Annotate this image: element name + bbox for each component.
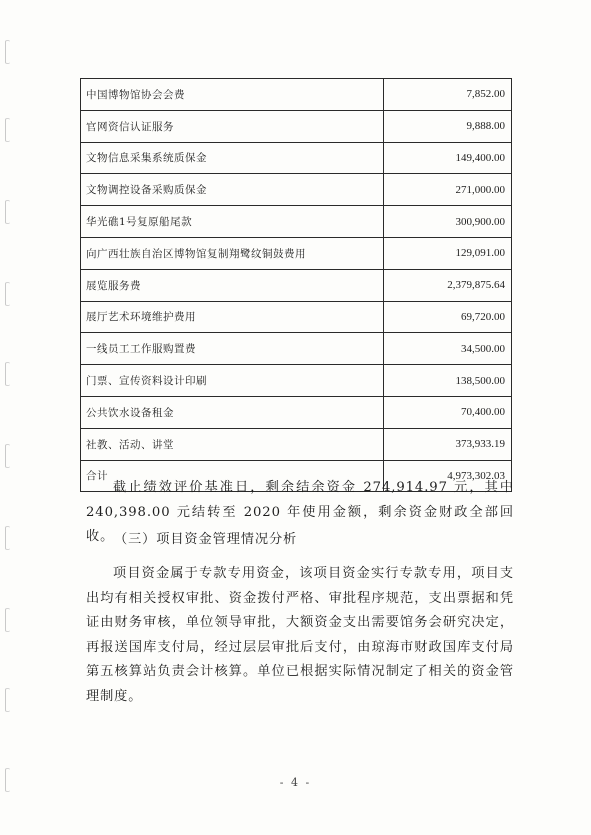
table-row	[81, 428, 512, 460]
binding-hole-mark	[5, 688, 10, 712]
binding-hole-mark	[5, 200, 10, 224]
expense-item-label: 华光礁1号复原船尾款	[81, 206, 384, 238]
binding-hole-mark	[5, 362, 10, 386]
binding-hole-mark	[5, 40, 10, 64]
expense-amount: 69,720.00	[384, 301, 512, 333]
expense-item-label: 中国博物馆协会会费	[81, 79, 384, 111]
table-row	[81, 142, 512, 174]
expense-amount: 271,000.00	[384, 174, 512, 206]
expense-amount: 2,379,875.64	[384, 269, 512, 301]
table-row	[81, 110, 512, 142]
expense-item-label: 门票、宣传资料设计印刷	[81, 365, 384, 397]
expense-item-label: 公共饮水设备租金	[81, 396, 384, 428]
expense-item-label: 一线员工工作服购置费	[81, 333, 384, 365]
binding-hole-mark	[5, 444, 10, 468]
expense-amount: 138,500.00	[384, 365, 512, 397]
table-row	[81, 365, 512, 397]
table-row	[81, 237, 512, 269]
expense-item-label: 展览服务费	[81, 269, 384, 301]
expense-amount: 34,500.00	[384, 333, 512, 365]
binding-hole-mark	[5, 608, 10, 632]
expense-item-label: 合计	[81, 460, 384, 492]
page-number: - 4 -	[279, 776, 312, 789]
table-row	[81, 269, 512, 301]
expense-amount: 373,933.19	[384, 428, 512, 460]
management-paragraph: 项目资金属于专款专用资金，该项目资金实行专款专用，项目支出均有相关授权审批、资金拨付严格、审批程序规范，支出票据和凭证由财务审核，单位领导审批，大额资金支出需要馆务会研究决定，再报送国库支付局，经过层层审批后支付，由琼海市财政国库支付局第五核算站负责会计核算。单位已根据实际情况制定了相关的资金管理制度。	[86, 566, 514, 704]
summary-paragraph: 截止绩效评价基准日，剩余结余资金 274,914.97 元，其中240,398.00 元结转至 2020 年使用金额，剩余资金财政全部回收。	[86, 480, 514, 544]
expense-item-label: 官网资信认证服务	[81, 110, 384, 142]
expense-item-label: 文物信息采集系统质保金	[81, 142, 384, 174]
table-row	[81, 301, 512, 333]
expense-item-label: 社教、活动、讲堂	[81, 428, 384, 460]
binding-hole-mark	[5, 282, 10, 306]
table-row	[81, 174, 512, 206]
expense-amount: 149,400.00	[384, 142, 512, 174]
expense-item-label: 向广西壮族自治区博物馆复制翔鹭纹铜鼓费用	[81, 237, 384, 269]
expense-amount: 4,973,302.03	[384, 460, 512, 492]
section-heading: （三）项目资金管理情况分析	[114, 532, 298, 547]
table-row	[81, 79, 512, 111]
expense-amount: 9,888.00	[384, 110, 512, 142]
binding-hole-mark	[5, 118, 10, 142]
binding-hole-mark	[5, 526, 10, 550]
table-row	[81, 206, 512, 238]
table-row	[81, 333, 512, 365]
expense-amount: 129,091.00	[384, 237, 512, 269]
expense-amount: 7,852.00	[384, 79, 512, 111]
expense-item-label: 展厅艺术环境维护费用	[81, 301, 384, 333]
expense-amount: 300,900.00	[384, 206, 512, 238]
expense-item-label: 文物调控设备采购质保金	[81, 174, 384, 206]
table-row	[81, 396, 512, 428]
expense-table	[80, 78, 512, 492]
expense-amount: 70,400.00	[384, 396, 512, 428]
